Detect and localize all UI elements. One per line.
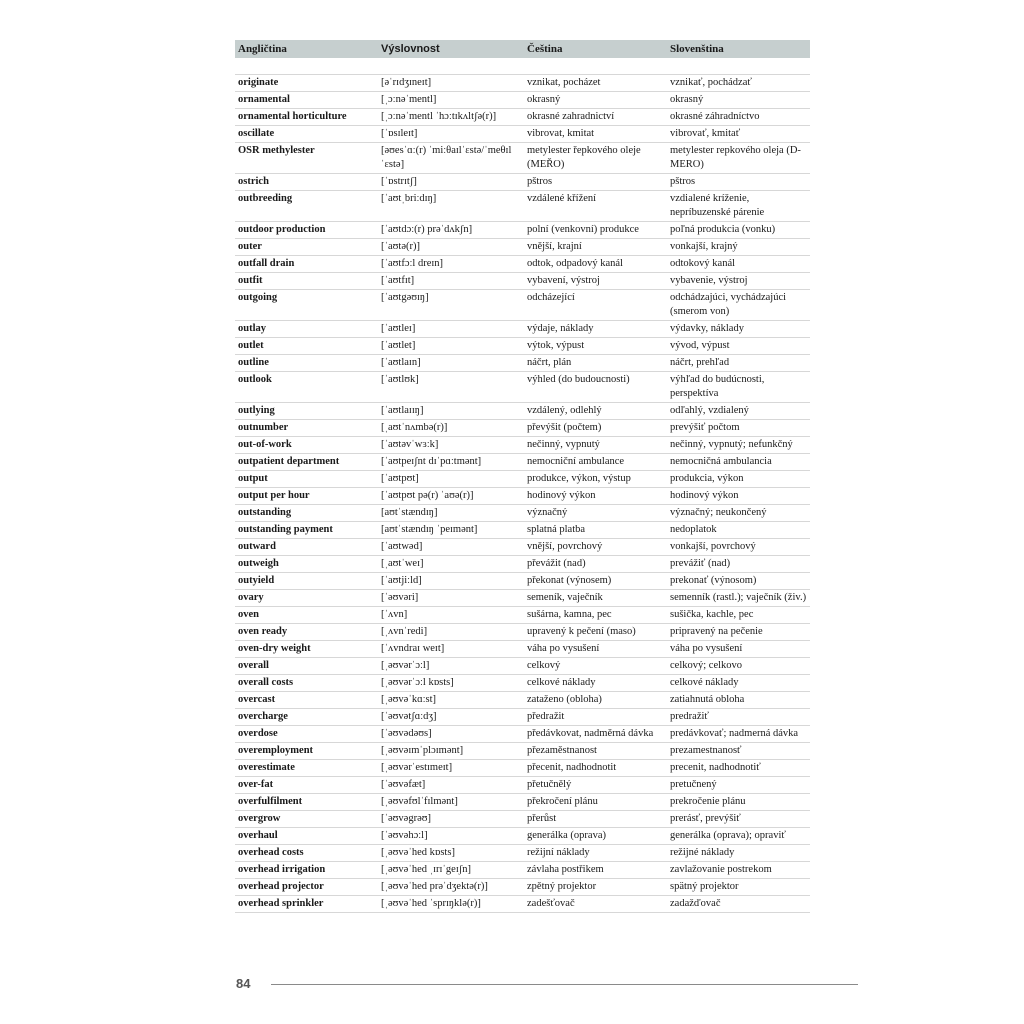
english-term-cell: overall costs bbox=[235, 675, 378, 692]
slovak-translation-cell: výhľad do budúcnosti, perspektíva bbox=[667, 372, 810, 403]
dictionary-row bbox=[235, 454, 810, 471]
pronunciation-cell: [ˌəʊvəˈhed ˈsprɪŋklə(r)] bbox=[378, 896, 524, 913]
english-term-cell: oven-dry weight bbox=[235, 641, 378, 658]
slovak-translation-cell: pripravený na pečenie bbox=[667, 624, 810, 641]
english-term-cell: outpatient department bbox=[235, 454, 378, 471]
slovak-translation-cell: vzdialené kríženie, nepríbuzenské párenie bbox=[667, 191, 810, 222]
czech-translation-cell: výhled (do budoucnosti) bbox=[524, 372, 667, 403]
slovak-translation-cell: váha po vysušení bbox=[667, 641, 810, 658]
pronunciation-cell: [ˈaʊtpeɪʃnt dɪˈpɑːtmənt] bbox=[378, 454, 524, 471]
dictionary-row bbox=[235, 522, 810, 539]
pronunciation-cell: [ˈaʊtəvˈwɜːk] bbox=[378, 437, 524, 454]
footer-rule bbox=[271, 984, 858, 985]
pronunciation-cell: [ˈʌvn] bbox=[378, 607, 524, 624]
slovak-translation-cell: zatiahnutá obloha bbox=[667, 692, 810, 709]
pronunciation-cell: [əˈrɪdʒɪneɪt] bbox=[378, 75, 524, 92]
dictionary-row bbox=[235, 845, 810, 862]
english-term-cell: outer bbox=[235, 239, 378, 256]
table-body bbox=[235, 58, 810, 913]
pronunciation-cell: [aʊtˈstændɪŋ ˈpeɪmənt] bbox=[378, 522, 524, 539]
pronunciation-cell: [ˌɔːnəˈmentl] bbox=[378, 92, 524, 109]
czech-translation-cell: odcházející bbox=[524, 290, 667, 321]
czech-translation-cell: zpětný projektor bbox=[524, 879, 667, 896]
pronunciation-cell: [ˌəʊvəɪmˈplɔɪmənt] bbox=[378, 743, 524, 760]
english-term-cell: outweigh bbox=[235, 556, 378, 573]
slovak-translation-cell: význačný; neukončený bbox=[667, 505, 810, 522]
slovak-translation-cell: náčrt, prehľad bbox=[667, 355, 810, 372]
dictionary-row bbox=[235, 174, 810, 191]
english-term-cell: outlying bbox=[235, 403, 378, 420]
slovak-translation-cell: predražiť bbox=[667, 709, 810, 726]
dictionary-row bbox=[235, 239, 810, 256]
english-term-cell: OSR methylester bbox=[235, 143, 378, 174]
dictionary-row bbox=[235, 222, 810, 239]
dictionary-row bbox=[235, 321, 810, 338]
dictionary-row bbox=[235, 777, 810, 794]
pronunciation-cell: [ˌəʊvəfʊlˈfɪlmənt] bbox=[378, 794, 524, 811]
english-term-cell: outnumber bbox=[235, 420, 378, 437]
slovak-translation-cell: odľahlý, vzdialený bbox=[667, 403, 810, 420]
slovak-translation-cell: predávkovať; nadmerná dávka bbox=[667, 726, 810, 743]
slovak-translation-cell: výdavky, náklady bbox=[667, 321, 810, 338]
slovak-translation-cell: metylester repkového oleja (D-MERO) bbox=[667, 143, 810, 174]
slovak-translation-cell: vonkajší, krajný bbox=[667, 239, 810, 256]
dictionary-row bbox=[235, 256, 810, 273]
slovak-translation-cell: zadažďovač bbox=[667, 896, 810, 913]
english-term-cell: overhead irrigation bbox=[235, 862, 378, 879]
czech-translation-cell: sušárna, kamna, pec bbox=[524, 607, 667, 624]
english-term-cell: output per hour bbox=[235, 488, 378, 505]
pronunciation-cell: [ˈəʊvəhɔːl] bbox=[378, 828, 524, 845]
pronunciation-cell: [ˈaʊtlet] bbox=[378, 338, 524, 355]
english-term-cell: outlet bbox=[235, 338, 378, 355]
pronunciation-cell: [ˌəʊvərˈɔːl kɒsts] bbox=[378, 675, 524, 692]
pronunciation-cell: [ˈaʊtˌbriːdɪŋ] bbox=[378, 191, 524, 222]
czech-translation-cell: vibrovat, kmitat bbox=[524, 126, 667, 143]
slovak-translation-cell: odchádzajúci, vychádzajúci (smerom von) bbox=[667, 290, 810, 321]
czech-translation-cell: závlaha postřikem bbox=[524, 862, 667, 879]
english-term-cell: output bbox=[235, 471, 378, 488]
czech-translation-cell: přecenit, nadhodnotit bbox=[524, 760, 667, 777]
slovak-translation-cell: poľná produkcia (vonku) bbox=[667, 222, 810, 239]
dictionary-row bbox=[235, 624, 810, 641]
pronunciation-cell: [ˈaʊtpʊt pə(r) ˈaʊə(r)] bbox=[378, 488, 524, 505]
slovak-translation-cell: nedoplatok bbox=[667, 522, 810, 539]
czech-translation-cell: okrasný bbox=[524, 92, 667, 109]
english-term-cell: oscillate bbox=[235, 126, 378, 143]
english-term-cell: outward bbox=[235, 539, 378, 556]
czech-translation-cell: výdaje, náklady bbox=[524, 321, 667, 338]
slovak-translation-cell: režijné náklady bbox=[667, 845, 810, 862]
spacer-cell bbox=[667, 58, 810, 75]
slovak-translation-cell: semenník (rastl.); vaječník (živ.) bbox=[667, 590, 810, 607]
slovak-translation-cell: vybavenie, výstroj bbox=[667, 273, 810, 290]
dictionary-row bbox=[235, 539, 810, 556]
slovak-translation-cell: prerásť, prevýšiť bbox=[667, 811, 810, 828]
pronunciation-cell: [ˌəʊvərˈestɪmeɪt] bbox=[378, 760, 524, 777]
pronunciation-cell: [ˌəʊvərˈɔːl] bbox=[378, 658, 524, 675]
czech-translation-cell: zataženo (obloha) bbox=[524, 692, 667, 709]
slovak-translation-cell: prevážiť (nad) bbox=[667, 556, 810, 573]
slovak-translation-cell: generálka (oprava); opraviť bbox=[667, 828, 810, 845]
english-term-cell: oven bbox=[235, 607, 378, 624]
czech-translation-cell: odtok, odpadový kanál bbox=[524, 256, 667, 273]
pronunciation-cell: [ˈəʊvəfæt] bbox=[378, 777, 524, 794]
english-term-cell: outlay bbox=[235, 321, 378, 338]
dictionary-row bbox=[235, 828, 810, 845]
english-term-cell: ostrich bbox=[235, 174, 378, 191]
czech-translation-cell: výtok, výpust bbox=[524, 338, 667, 355]
slovak-translation-cell: okrasný bbox=[667, 92, 810, 109]
dictionary-row bbox=[235, 760, 810, 777]
dictionary-row bbox=[235, 641, 810, 658]
dictionary-row bbox=[235, 372, 810, 403]
dictionary-row bbox=[235, 488, 810, 505]
spacer-cell bbox=[378, 58, 524, 75]
pronunciation-cell: [ˌəʊvəˈhed prəˈdʒektə(r)] bbox=[378, 879, 524, 896]
czech-translation-cell: vznikat, pocházet bbox=[524, 75, 667, 92]
slovak-translation-cell: pretučnený bbox=[667, 777, 810, 794]
slovak-translation-cell: celkové náklady bbox=[667, 675, 810, 692]
czech-translation-cell: vnější, povrchový bbox=[524, 539, 667, 556]
dictionary-row bbox=[235, 355, 810, 372]
czech-translation-cell: polní (venkovní) produkce bbox=[524, 222, 667, 239]
dictionary-row bbox=[235, 556, 810, 573]
english-term-cell: overgrow bbox=[235, 811, 378, 828]
dictionary-row bbox=[235, 743, 810, 760]
czech-translation-cell: vybavení, výstroj bbox=[524, 273, 667, 290]
pronunciation-cell: [ˌaʊtˈweɪ] bbox=[378, 556, 524, 573]
english-term-cell: oven ready bbox=[235, 624, 378, 641]
czech-translation-cell: celkové náklady bbox=[524, 675, 667, 692]
slovak-translation-cell: prevýšiť počtom bbox=[667, 420, 810, 437]
czech-translation-cell: překonat (výnosem) bbox=[524, 573, 667, 590]
pronunciation-cell: [ˈaʊtwəd] bbox=[378, 539, 524, 556]
czech-translation-cell: režijní náklady bbox=[524, 845, 667, 862]
slovak-translation-cell: sušička, kachle, pec bbox=[667, 607, 810, 624]
czech-translation-cell: náčrt, plán bbox=[524, 355, 667, 372]
slovak-translation-cell: vývod, výpust bbox=[667, 338, 810, 355]
english-term-cell: overdose bbox=[235, 726, 378, 743]
english-term-cell: outdoor production bbox=[235, 222, 378, 239]
page-number: 84 bbox=[236, 976, 251, 991]
dictionary-row bbox=[235, 290, 810, 321]
dictionary-row bbox=[235, 692, 810, 709]
pronunciation-cell: [ˈəʊvətʃɑːdʒ] bbox=[378, 709, 524, 726]
pronunciation-cell: [ˈaʊtlaɪn] bbox=[378, 355, 524, 372]
czech-translation-cell: přezaměstnanost bbox=[524, 743, 667, 760]
pronunciation-cell: [ˈɒsɪleɪt] bbox=[378, 126, 524, 143]
czech-translation-cell: převážit (nad) bbox=[524, 556, 667, 573]
english-term-cell: outstanding payment bbox=[235, 522, 378, 539]
dictionary-row bbox=[235, 403, 810, 420]
spacer-cell bbox=[235, 58, 378, 75]
pronunciation-cell: [ˈaʊtlaɪɪŋ] bbox=[378, 403, 524, 420]
dictionary-row bbox=[235, 109, 810, 126]
slovak-translation-cell: vibrovať, kmitať bbox=[667, 126, 810, 143]
pronunciation-cell: [ˈaʊtə(r)] bbox=[378, 239, 524, 256]
dictionary-row bbox=[235, 811, 810, 828]
dictionary-row bbox=[235, 675, 810, 692]
dictionary-row bbox=[235, 420, 810, 437]
english-term-cell: outyield bbox=[235, 573, 378, 590]
dictionary-row bbox=[235, 505, 810, 522]
english-term-cell: outgoing bbox=[235, 290, 378, 321]
pronunciation-cell: [ˈaʊtjiːld] bbox=[378, 573, 524, 590]
dictionary-row bbox=[235, 143, 810, 174]
english-term-cell: over-fat bbox=[235, 777, 378, 794]
czech-translation-cell: převýšit (počtem) bbox=[524, 420, 667, 437]
dictionary-row bbox=[235, 92, 810, 109]
dictionary-row bbox=[235, 658, 810, 675]
pronunciation-cell: [ˈɒstrɪtʃ] bbox=[378, 174, 524, 191]
dictionary-row bbox=[235, 607, 810, 624]
dictionary-table bbox=[235, 40, 810, 913]
czech-translation-cell: váha po vysušení bbox=[524, 641, 667, 658]
czech-translation-cell: přerůst bbox=[524, 811, 667, 828]
slovak-translation-cell: precenit, nadhodnotiť bbox=[667, 760, 810, 777]
pronunciation-cell: [ˈaʊtpʊt] bbox=[378, 471, 524, 488]
pronunciation-cell: [ˈəʊvəri] bbox=[378, 590, 524, 607]
dictionary-row bbox=[235, 338, 810, 355]
dictionary-row bbox=[235, 273, 810, 290]
pronunciation-cell: [aʊtˈstændɪŋ] bbox=[378, 505, 524, 522]
slovak-translation-cell: spätný projektor bbox=[667, 879, 810, 896]
czech-translation-cell: přetučnělý bbox=[524, 777, 667, 794]
page-footer bbox=[236, 977, 858, 993]
czech-translation-cell: celkový bbox=[524, 658, 667, 675]
slovak-translation-cell: prezamestnanosť bbox=[667, 743, 810, 760]
dictionary-row bbox=[235, 879, 810, 896]
english-term-cell: outline bbox=[235, 355, 378, 372]
czech-translation-cell: nečinný, vypnutý bbox=[524, 437, 667, 454]
slovak-translation-cell: zavlažovanie postrekom bbox=[667, 862, 810, 879]
czech-translation-cell: semeník, vaječník bbox=[524, 590, 667, 607]
pronunciation-cell: [ˈaʊtgəʊɪŋ] bbox=[378, 290, 524, 321]
english-term-cell: outfall drain bbox=[235, 256, 378, 273]
slovak-translation-cell: odtokový kanál bbox=[667, 256, 810, 273]
dictionary-row bbox=[235, 590, 810, 607]
pronunciation-cell: [ˌəʊvəˈkɑːst] bbox=[378, 692, 524, 709]
czech-translation-cell: předražit bbox=[524, 709, 667, 726]
english-term-cell: outlook bbox=[235, 372, 378, 403]
dictionary-row bbox=[235, 726, 810, 743]
slovak-translation-cell: celkový; celkovo bbox=[667, 658, 810, 675]
slovak-translation-cell: nečinný, vypnutý; nefunkčný bbox=[667, 437, 810, 454]
czech-translation-cell: vnější, krajní bbox=[524, 239, 667, 256]
slovak-translation-cell: prekročenie plánu bbox=[667, 794, 810, 811]
pronunciation-cell: [ˌəʊvəˈhed kɒsts] bbox=[378, 845, 524, 862]
dictionary-row bbox=[235, 471, 810, 488]
pronunciation-cell: [ˌəʊvəˈhed ˌɪrɪˈgeɪʃn] bbox=[378, 862, 524, 879]
header-row bbox=[235, 40, 810, 58]
header-slovak: Slovenština bbox=[667, 40, 810, 58]
table-header bbox=[235, 40, 810, 58]
english-term-cell: outfit bbox=[235, 273, 378, 290]
pronunciation-cell: [ˌɔːnəˈmentl ˈhɔːtɪkʌltʃə(r)] bbox=[378, 109, 524, 126]
spacer-cell bbox=[524, 58, 667, 75]
pronunciation-cell: [ˈaʊtfɔːl dreɪn] bbox=[378, 256, 524, 273]
slovak-translation-cell: vznikať, pochádzať bbox=[667, 75, 810, 92]
czech-translation-cell: okrasné zahradnictví bbox=[524, 109, 667, 126]
czech-translation-cell: vzdálený, odlehlý bbox=[524, 403, 667, 420]
english-term-cell: outstanding bbox=[235, 505, 378, 522]
header-spacer-row bbox=[235, 58, 810, 75]
dictionary-row bbox=[235, 573, 810, 590]
pronunciation-cell: [ˈaʊtleɪ] bbox=[378, 321, 524, 338]
dictionary-row bbox=[235, 709, 810, 726]
dictionary-row bbox=[235, 437, 810, 454]
slovak-translation-cell: vonkajší, povrchový bbox=[667, 539, 810, 556]
english-term-cell: overall bbox=[235, 658, 378, 675]
pronunciation-cell: [ˈəʊvədəʊs] bbox=[378, 726, 524, 743]
pronunciation-cell: [ˈʌvndraɪ weɪt] bbox=[378, 641, 524, 658]
dictionary-row bbox=[235, 862, 810, 879]
english-term-cell: outbreeding bbox=[235, 191, 378, 222]
pronunciation-cell: [əʊesˈɑː(r) ˈmiːθaɪlˈɛstə/ˈmeθɪlˈɛstə] bbox=[378, 143, 524, 174]
english-term-cell: ovary bbox=[235, 590, 378, 607]
header-czech: Čeština bbox=[524, 40, 667, 58]
english-term-cell: overemployment bbox=[235, 743, 378, 760]
english-term-cell: overhead projector bbox=[235, 879, 378, 896]
pronunciation-cell: [ˈəʊvəgrəʊ] bbox=[378, 811, 524, 828]
czech-translation-cell: splatná platba bbox=[524, 522, 667, 539]
dictionary-row bbox=[235, 191, 810, 222]
dictionary-row bbox=[235, 126, 810, 143]
slovak-translation-cell: prekonať (výnosom) bbox=[667, 573, 810, 590]
czech-translation-cell: význačný bbox=[524, 505, 667, 522]
english-term-cell: overhead costs bbox=[235, 845, 378, 862]
czech-translation-cell: pštros bbox=[524, 174, 667, 191]
czech-translation-cell: vzdálené křížení bbox=[524, 191, 667, 222]
english-term-cell: overfulfilment bbox=[235, 794, 378, 811]
czech-translation-cell: předávkovat, nadměrná dávka bbox=[524, 726, 667, 743]
dictionary-row bbox=[235, 794, 810, 811]
pronunciation-cell: [ˈaʊtdɔː(r) prəˈdʌkʃn] bbox=[378, 222, 524, 239]
english-term-cell: out-of-work bbox=[235, 437, 378, 454]
english-term-cell: overcharge bbox=[235, 709, 378, 726]
english-term-cell: ornamental bbox=[235, 92, 378, 109]
pronunciation-cell: [ˈaʊtlʊk] bbox=[378, 372, 524, 403]
english-term-cell: overhaul bbox=[235, 828, 378, 845]
pronunciation-cell: [ˌʌvnˈredi] bbox=[378, 624, 524, 641]
slovak-translation-cell: okrasné záhradníctvo bbox=[667, 109, 810, 126]
header-english: Angličtina bbox=[235, 40, 378, 58]
czech-translation-cell: překročení plánu bbox=[524, 794, 667, 811]
english-term-cell: overhead sprinkler bbox=[235, 896, 378, 913]
english-term-cell: ornamental horticulture bbox=[235, 109, 378, 126]
czech-translation-cell: hodinový výkon bbox=[524, 488, 667, 505]
english-term-cell: overestimate bbox=[235, 760, 378, 777]
slovak-translation-cell: nemocničná ambulancia bbox=[667, 454, 810, 471]
slovak-translation-cell: pštros bbox=[667, 174, 810, 191]
dictionary-row bbox=[235, 75, 810, 92]
dictionary-row bbox=[235, 896, 810, 913]
pronunciation-cell: [ˌaʊtˈnʌmbə(r)] bbox=[378, 420, 524, 437]
slovak-translation-cell: produkcia, výkon bbox=[667, 471, 810, 488]
czech-translation-cell: upravený k pečení (maso) bbox=[524, 624, 667, 641]
czech-translation-cell: generálka (oprava) bbox=[524, 828, 667, 845]
czech-translation-cell: produkce, výkon, výstup bbox=[524, 471, 667, 488]
czech-translation-cell: zadešťovač bbox=[524, 896, 667, 913]
header-pronunciation: Výslovnost bbox=[378, 40, 524, 58]
czech-translation-cell: metylester řepkového oleje (MEŘO) bbox=[524, 143, 667, 174]
english-term-cell: overcast bbox=[235, 692, 378, 709]
pronunciation-cell: [ˈaʊtfɪt] bbox=[378, 273, 524, 290]
czech-translation-cell: nemocniční ambulance bbox=[524, 454, 667, 471]
slovak-translation-cell: hodinový výkon bbox=[667, 488, 810, 505]
english-term-cell: originate bbox=[235, 75, 378, 92]
